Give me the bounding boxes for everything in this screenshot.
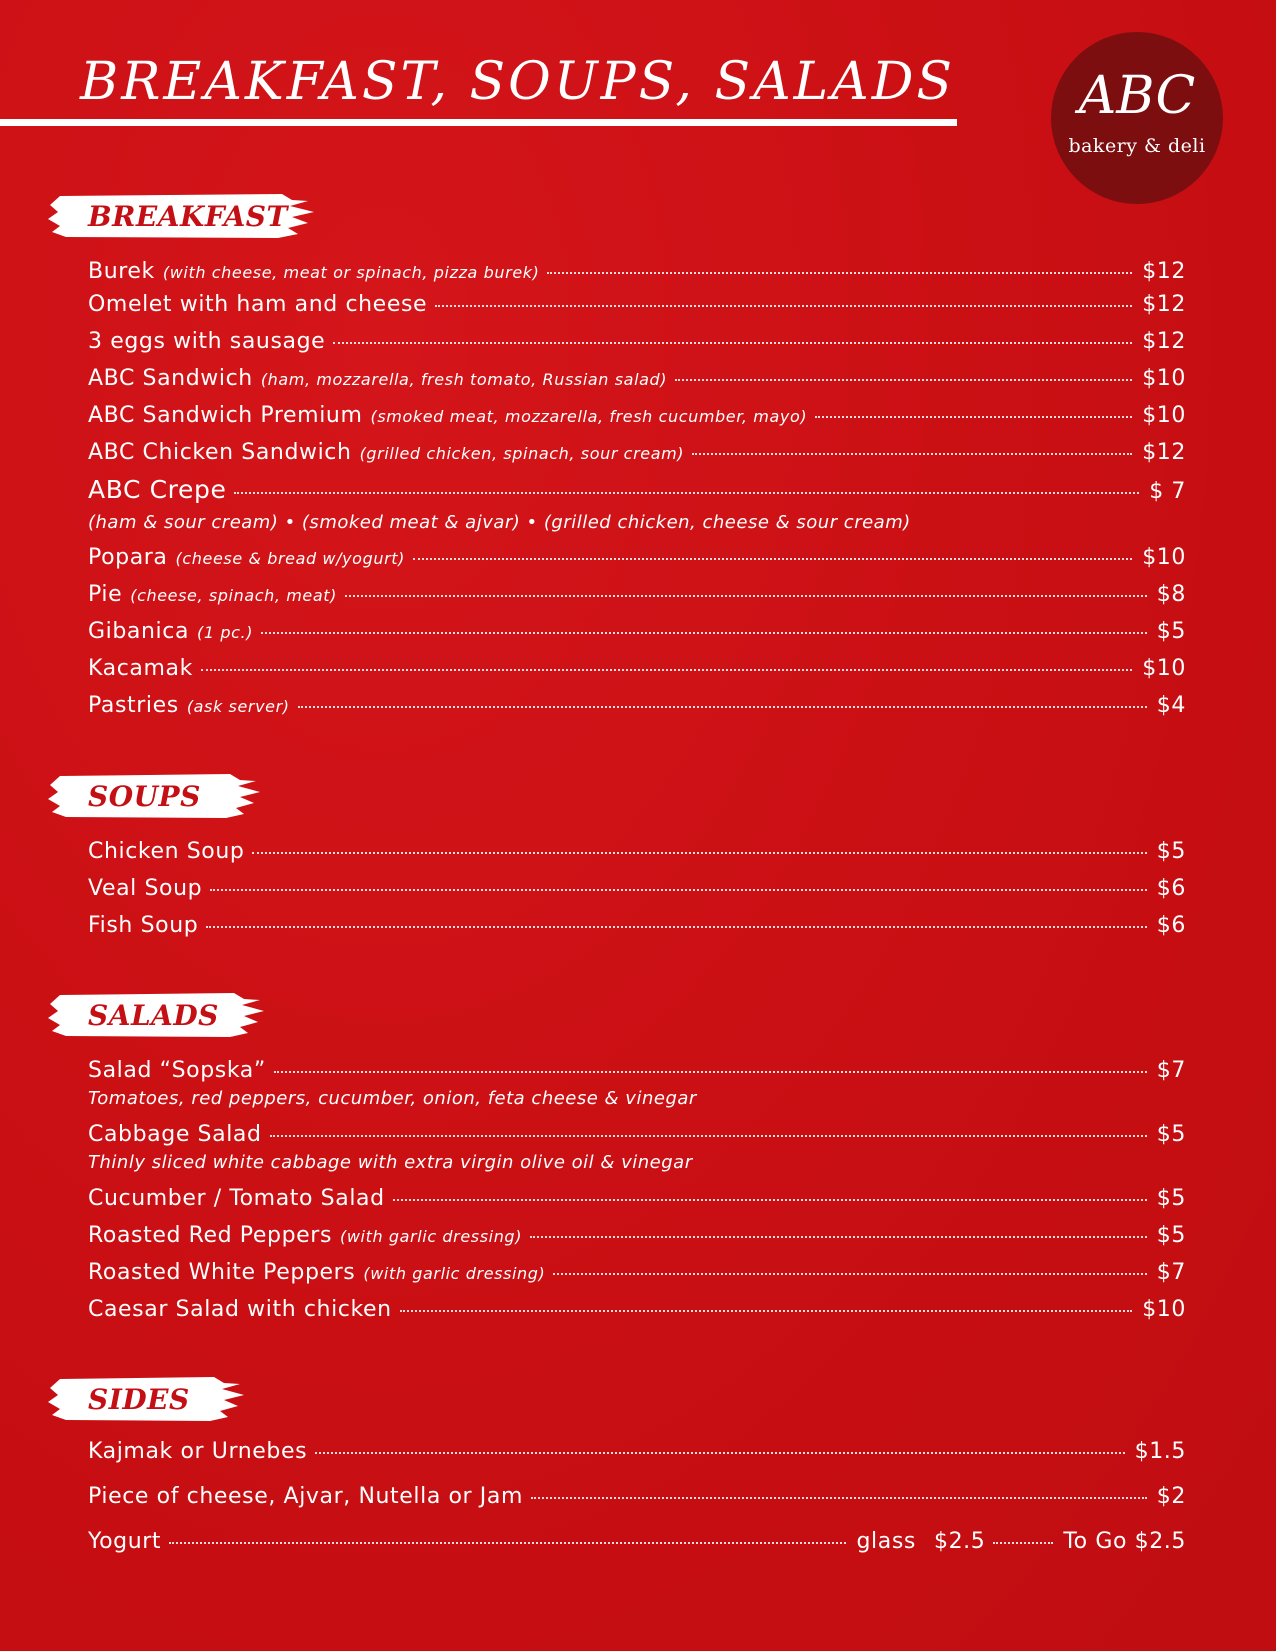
title-underline	[0, 119, 957, 126]
item-desc: (grilled chicken, spinach, sour cream)	[359, 444, 685, 463]
dot-leader	[393, 1199, 1147, 1201]
dot-leader	[298, 706, 1147, 708]
logo-mark: ABC	[1078, 66, 1196, 126]
dot-leader	[333, 342, 1132, 344]
menu-item-fish-soup	[88, 914, 1186, 938]
section-heading: SALADS	[88, 999, 219, 1032]
menu-item-kacamak	[88, 657, 1186, 681]
menu-item-pastries	[88, 694, 1186, 718]
item-price: $10	[1142, 545, 1186, 570]
item-price: $12	[1142, 440, 1186, 465]
dot-leader	[169, 1542, 846, 1544]
menu-item-burek	[88, 260, 1186, 284]
menu-item-kajmak	[88, 1440, 1186, 1464]
item-name: Salad “Sopska”	[88, 1058, 266, 1083]
section-heading: SIDES	[88, 1383, 190, 1416]
page-title: BREAKFAST, SOUPS, SALADS	[80, 52, 956, 112]
item-price: $5	[1156, 619, 1186, 644]
dot-leader	[692, 453, 1132, 455]
item-name: Omelet with ham and cheese	[88, 292, 428, 317]
item-price: $6	[1156, 876, 1186, 901]
menu-item-cucumber-tomato-salad	[88, 1187, 1186, 1211]
item-price: $5	[1156, 839, 1186, 864]
dot-leader	[234, 492, 1139, 494]
item-name: ABC Chicken Sandwich	[88, 440, 352, 465]
dot-leader	[206, 926, 1146, 928]
item-price: $12	[1142, 329, 1186, 354]
item-name: Yogurt	[88, 1529, 162, 1554]
item-price: $ 7	[1149, 479, 1186, 504]
item-name: Roasted Red Peppers	[88, 1223, 333, 1248]
menu-item-abc-chicken-sandwich	[88, 441, 1186, 465]
item-desc: (1 pc.)	[197, 623, 254, 642]
item-name: Burek	[88, 259, 155, 284]
menu-item-roasted-red-peppers	[88, 1224, 1186, 1248]
item-name: Piece of cheese, Ajvar, Nutella or Jam	[88, 1484, 523, 1509]
dot-leader	[993, 1542, 1053, 1544]
dot-leader	[400, 1310, 1132, 1312]
menu-item-abc-crepe	[88, 476, 1186, 504]
item-price: $5	[1156, 1122, 1186, 1147]
item-price: $10	[1142, 366, 1186, 391]
item-name: ABC Crepe	[88, 475, 227, 504]
menu-item-roasted-white-peppers	[88, 1261, 1186, 1285]
section-heading: SOUPS	[88, 780, 201, 813]
menu-item-caesar-salad	[88, 1298, 1186, 1322]
item-desc: (ham, mozzarella, fresh tomato, Russian salad)	[260, 370, 668, 389]
dot-leader	[345, 595, 1147, 597]
item-name: Pastries	[88, 693, 179, 718]
menu-item-abc-sandwich	[88, 367, 1186, 391]
item-price: $7	[1156, 1058, 1186, 1083]
dot-leader	[201, 669, 1132, 671]
yogurt-togo-price: To Go $2.5	[1063, 1529, 1186, 1554]
menu-item-cheese-ajvar-nutella-jam	[88, 1485, 1186, 1509]
item-name: Gibanica	[88, 619, 190, 644]
menu-item-pie	[88, 583, 1186, 607]
item-name: Kajmak or Urnebes	[88, 1439, 308, 1464]
logo	[1051, 32, 1223, 204]
menu-item-yogurt	[88, 1530, 1186, 1554]
item-name: ABC Sandwich	[88, 366, 253, 391]
item-name: Cabbage Salad	[88, 1122, 262, 1147]
dot-leader	[675, 379, 1132, 381]
yogurt-glass-price: $2.5	[933, 1529, 986, 1554]
dot-leader	[252, 852, 1146, 854]
item-name: Chicken Soup	[88, 839, 245, 864]
item-name: Pie	[88, 582, 123, 607]
dot-leader	[261, 632, 1147, 634]
menu-item-omelet	[88, 293, 1186, 317]
item-desc: (with garlic dressing)	[363, 1264, 546, 1283]
item-desc: (with cheese, meat or spinach, pizza burek)	[162, 263, 540, 282]
menu-item-veal-soup	[88, 877, 1186, 901]
item-price: $12	[1142, 292, 1186, 317]
dot-leader	[547, 272, 1132, 274]
yogurt-glass-label: glass	[856, 1529, 916, 1554]
item-note: Thinly sliced white cabbage with extra virgin olive oil & vinegar	[88, 1152, 693, 1173]
item-note: Tomatoes, red peppers, cucumber, onion, feta cheese & vinegar	[88, 1088, 697, 1109]
item-price: $10	[1142, 403, 1186, 428]
item-name: Cucumber / Tomato Salad	[88, 1186, 385, 1211]
item-price: $12	[1142, 259, 1186, 284]
item-desc: (smoked meat, mozzarella, fresh cucumber, mayo)	[370, 407, 808, 426]
item-name: Roasted White Peppers	[88, 1260, 356, 1285]
dot-leader	[530, 1236, 1147, 1238]
item-name: 3 eggs with sausage	[88, 329, 326, 354]
menu-item-eggs-sausage	[88, 330, 1186, 354]
item-name: Fish Soup	[88, 913, 199, 938]
dot-leader	[531, 1497, 1147, 1499]
item-price: $10	[1142, 656, 1186, 681]
item-name: Popara	[88, 545, 168, 570]
item-desc: (cheese, spinach, meat)	[130, 586, 337, 605]
item-price: $10	[1142, 1297, 1186, 1322]
item-price: $1.5	[1134, 1439, 1186, 1464]
menu-item-chicken-soup	[88, 840, 1186, 864]
item-name: Kacamak	[88, 656, 193, 681]
dot-leader	[553, 1273, 1146, 1275]
item-price: $6	[1156, 913, 1186, 938]
dot-leader	[413, 558, 1132, 560]
section-heading: BREAKFAST	[88, 200, 288, 233]
dot-leader	[315, 1452, 1124, 1454]
item-name: ABC Sandwich Premium	[88, 403, 363, 428]
dot-leader	[270, 1135, 1147, 1137]
item-price: $4	[1156, 693, 1186, 718]
item-desc: (with garlic dressing)	[340, 1227, 523, 1246]
logo-tagline: bakery & deli	[1068, 135, 1206, 157]
item-price: $8	[1156, 582, 1186, 607]
item-price: $5	[1156, 1223, 1186, 1248]
menu-item-gibanica	[88, 620, 1186, 644]
menu-item-cabbage-salad	[88, 1123, 1186, 1147]
item-desc: (cheese & bread w/yogurt)	[175, 549, 405, 568]
dot-leader	[435, 305, 1132, 307]
dot-leader	[210, 889, 1147, 891]
menu-item-popara	[88, 546, 1186, 570]
menu-item-salad-sopska	[88, 1059, 1186, 1083]
item-price: $5	[1156, 1186, 1186, 1211]
item-price: $7	[1156, 1260, 1186, 1285]
dot-leader	[274, 1071, 1147, 1073]
item-name: Veal Soup	[88, 876, 203, 901]
item-name: Caesar Salad with chicken	[88, 1297, 392, 1322]
menu-item-abc-sandwich-premium	[88, 404, 1186, 428]
dot-leader	[815, 416, 1132, 418]
item-desc: (ask server)	[186, 697, 290, 716]
item-price: $2	[1156, 1484, 1186, 1509]
crepe-options: (ham & sour cream) • (smoked meat & ajvar) • (grilled chicken, cheese & sour cream)	[88, 512, 911, 533]
